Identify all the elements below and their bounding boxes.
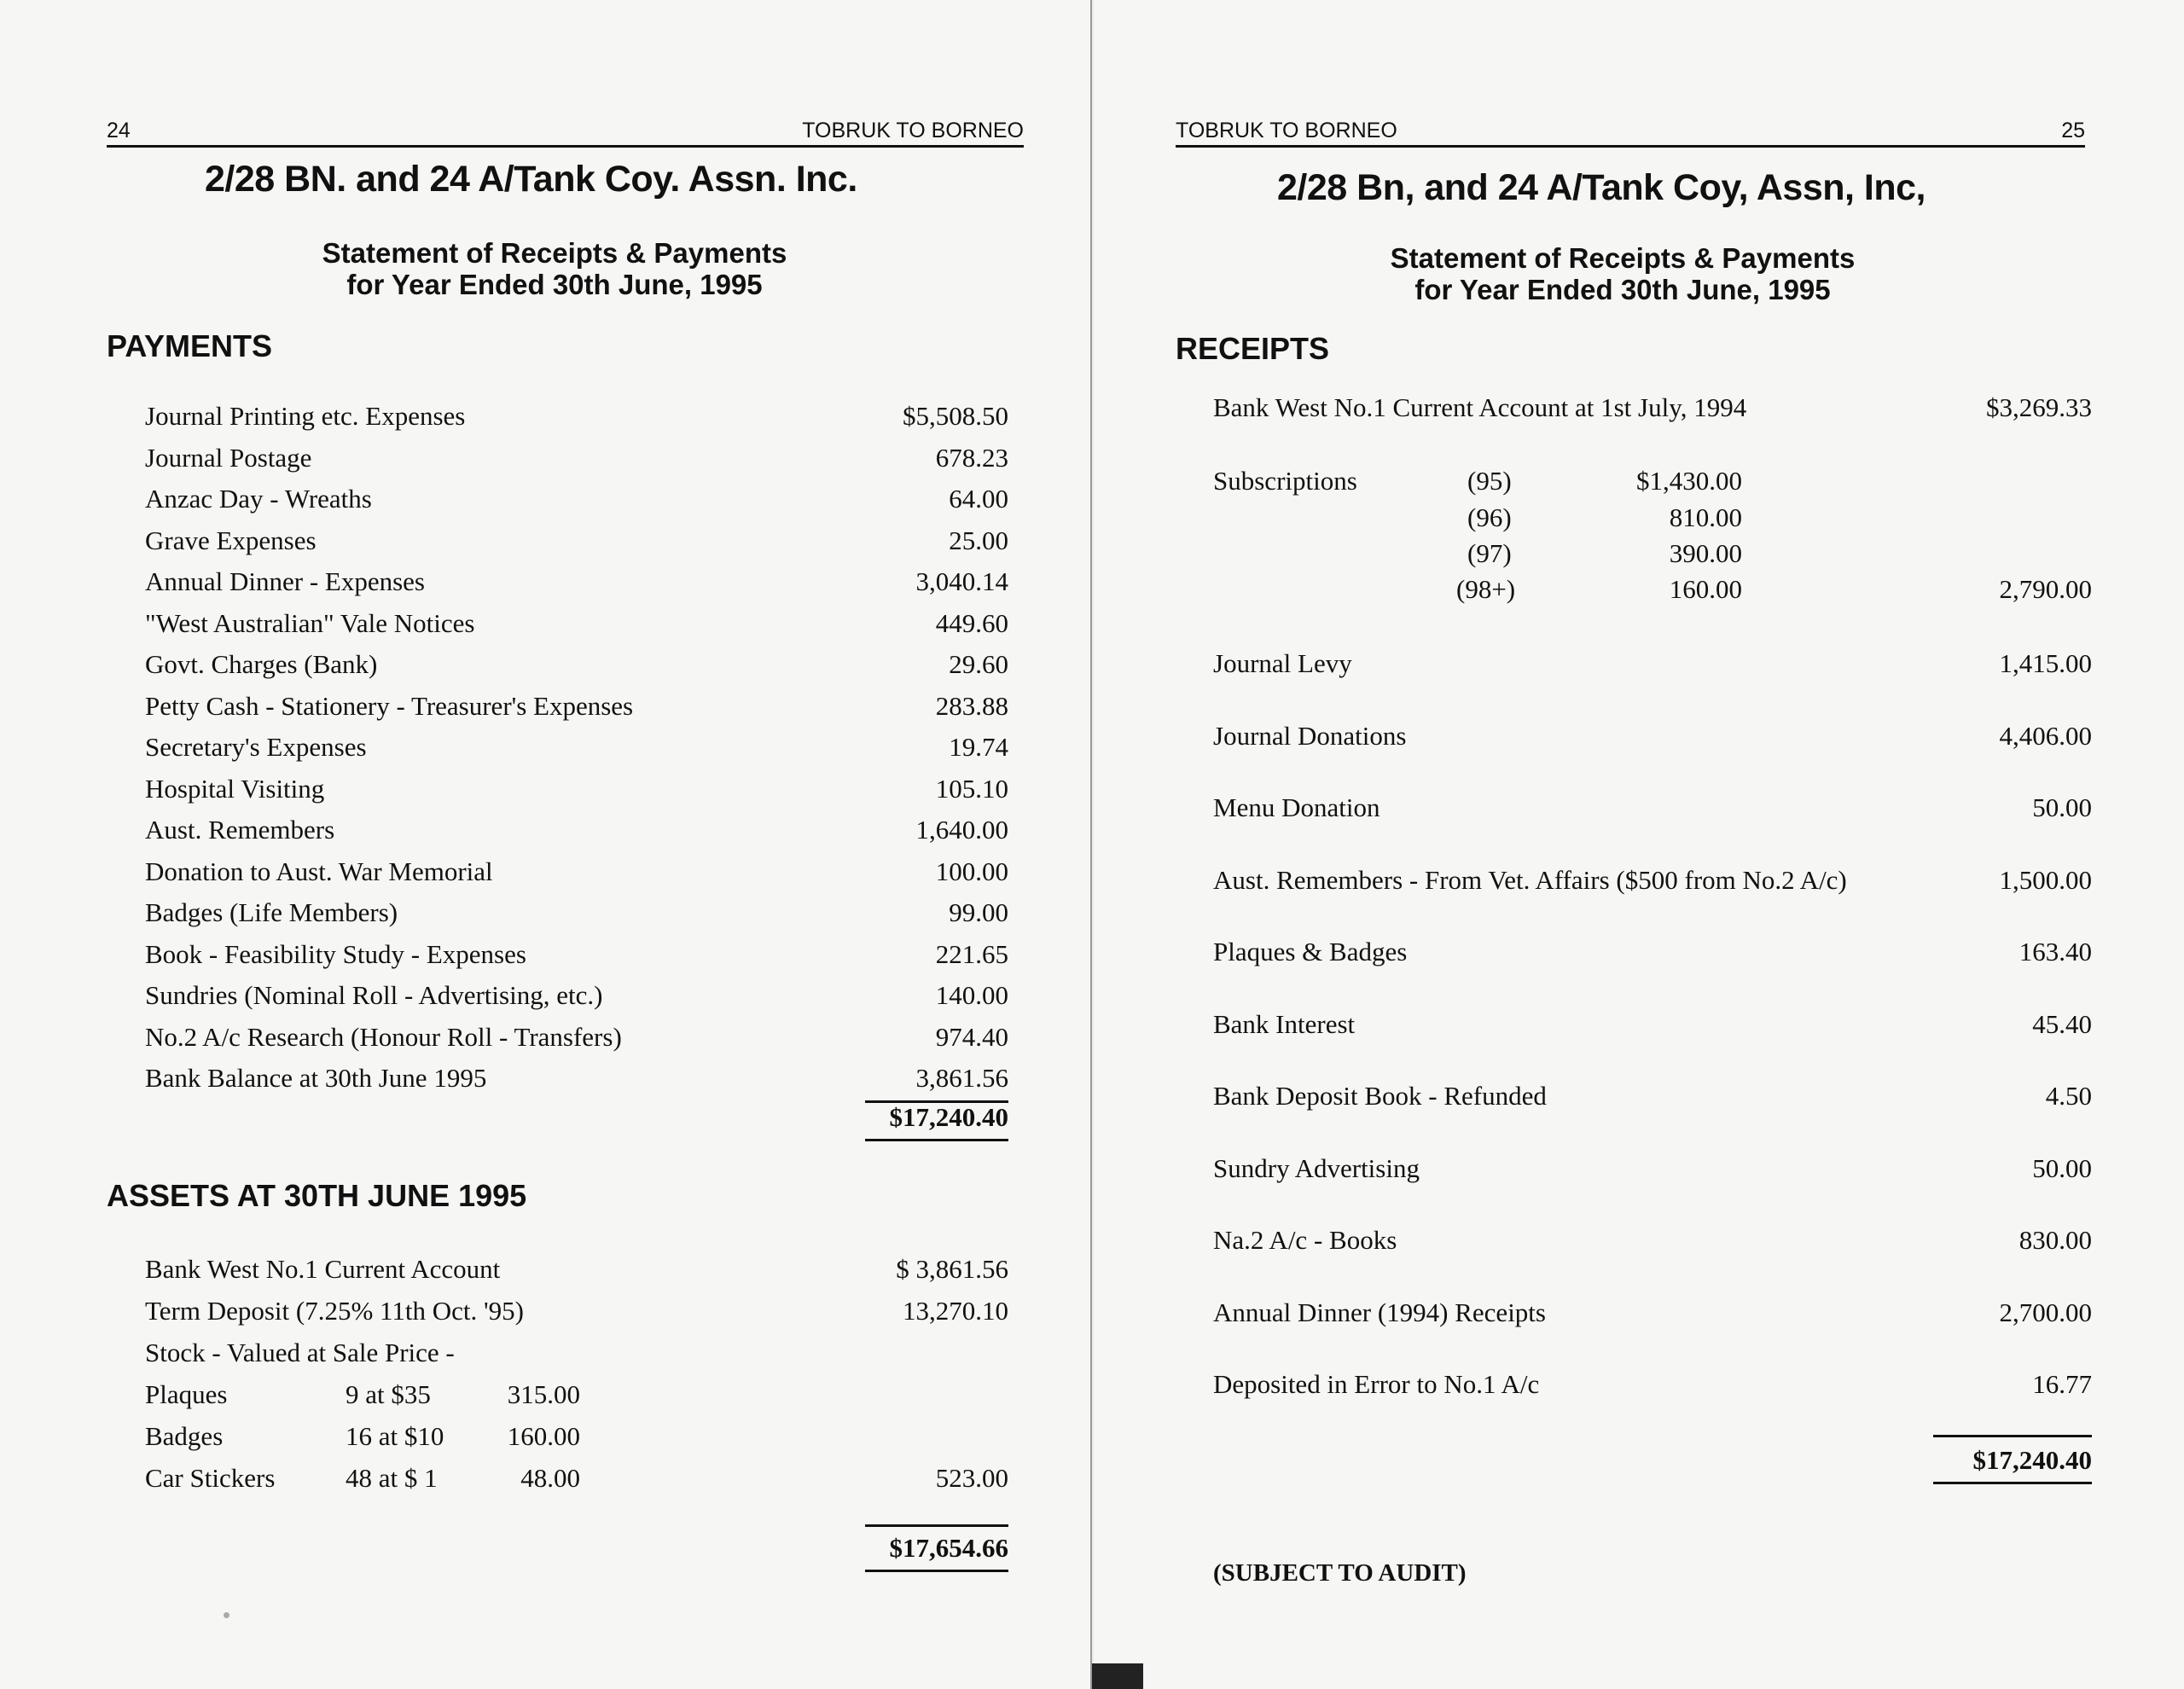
asset-subtotal: 48.00 (520, 1463, 580, 1493)
payment-row (145, 566, 1008, 597)
payment-row (145, 980, 1008, 1011)
receipt-label: Aust. Remembers - From Vet. Affairs ($500 from No.2 A/c) (1213, 864, 1847, 895)
payment-row (145, 525, 1008, 556)
binding-shadow (1092, 1663, 1143, 1689)
payment-amount: 678.23 (935, 442, 1008, 473)
subscription-amount: 160.00 (1669, 574, 1742, 604)
receipt-row (1213, 1297, 2092, 1328)
payment-row (145, 1063, 1008, 1094)
payment-row (145, 443, 1008, 473)
payment-amount: $5,508.50 (903, 401, 1008, 431)
payment-row (145, 774, 1008, 804)
asset-row (145, 1421, 1008, 1452)
audit-note: (SUBJECT TO AUDIT) (1213, 1559, 1467, 1587)
receipts-total-rule-bottom (1933, 1482, 2092, 1484)
receipt-row (1213, 865, 2092, 896)
receipt-amount: 1,500.00 (1999, 864, 2092, 895)
running-header (107, 118, 1024, 148)
payment-label: Sundries (Nominal Roll - Advertising, etc.) (145, 980, 603, 1010)
payment-label: No.2 A/c Research (Honour Roll - Transfers) (145, 1021, 622, 1052)
asset-amount: $ 3,861.56 (896, 1254, 1008, 1284)
running-title: TOBRUK TO BORNEO (802, 119, 1024, 142)
payment-row (145, 897, 1008, 928)
payments-total-rule-bottom (865, 1139, 1008, 1141)
right-page (1094, 0, 2184, 1689)
receipt-label: Annual Dinner (1994) Receipts (1213, 1297, 1546, 1327)
payment-amount: 25.00 (949, 525, 1008, 555)
payment-row (145, 939, 1008, 970)
payment-label: Badges (Life Members) (145, 897, 398, 927)
running-header (1176, 118, 2085, 148)
payment-amount: 105.10 (935, 773, 1008, 804)
receipt-row (1213, 1081, 2092, 1111)
payment-row (145, 1022, 1008, 1053)
payment-row (145, 484, 1008, 514)
asset-quantity: 16 at $10 (346, 1421, 444, 1451)
subscription-year: (98+) (1456, 574, 1516, 604)
payment-label: Book - Feasibility Study - Expenses (145, 938, 526, 969)
payment-label: "West Australian" Vale Notices (145, 607, 475, 638)
receipt-row (1213, 1369, 2092, 1400)
subscription-amount: 390.00 (1669, 538, 1742, 568)
payment-amount: 140.00 (935, 980, 1008, 1010)
opening-balance-label: Bank West No.1 Current Account at 1st July, 1994 (1213, 392, 1747, 422)
payment-amount: 3,861.56 (915, 1063, 1008, 1093)
receipt-row (1213, 1009, 2092, 1040)
page-number: 24 (107, 119, 131, 142)
payment-label: Hospital Visiting (145, 773, 325, 804)
page-title: 2/28 Bn, and 24 A/Tank Coy, Assn, Inc, (1277, 167, 1926, 208)
asset-label: Bank West No.1 Current Account (145, 1254, 501, 1284)
payment-label: Bank Balance at 30th June 1995 (145, 1063, 487, 1093)
asset-label: Term Deposit (7.25% 11th Oct. '95) (145, 1296, 524, 1326)
asset-amount: 13,270.10 (903, 1296, 1008, 1326)
page-title: 2/28 BN. and 24 A/Tank Coy. Assn. Inc. (205, 159, 857, 200)
asset-row (145, 1254, 1008, 1285)
payment-label: Petty Cash - Stationery - Treasurer's Expenses (145, 690, 634, 721)
receipt-amount: 4,406.00 (1999, 720, 2092, 751)
assets-total: $17,654.66 (889, 1533, 1008, 1563)
receipts-heading: RECEIPTS (1176, 331, 1330, 366)
asset-quantity: 48 at $ 1 (346, 1463, 438, 1493)
receipt-row (1213, 937, 2092, 967)
payment-label: Anzac Day - Wreaths (145, 484, 372, 514)
asset-label: Car Stickers (145, 1463, 276, 1493)
payment-label: Annual Dinner - Expenses (145, 566, 425, 596)
receipt-row (1213, 1153, 2092, 1184)
receipt-amount: 4.50 (2045, 1081, 2092, 1111)
receipt-row (1213, 648, 2092, 679)
assets-total-rule-bottom (865, 1570, 1008, 1572)
asset-subtotal: 160.00 (507, 1421, 580, 1451)
subscription-amount: $1,430.00 (1636, 466, 1742, 496)
receipt-label: Bank Deposit Book - Refunded (1213, 1081, 1547, 1111)
print-speck (224, 1612, 229, 1618)
payments-total: $17,240.40 (889, 1102, 1008, 1132)
payment-row (145, 815, 1008, 845)
receipt-amount: 830.00 (2018, 1225, 2092, 1255)
subscriptions-total: 2,790.00 (1999, 574, 2092, 604)
receipts-total: $17,240.40 (1972, 1445, 2092, 1475)
asset-amount: 523.00 (935, 1463, 1008, 1493)
asset-label: Plaques (145, 1379, 228, 1409)
receipt-amount: 45.40 (2032, 1008, 2092, 1039)
payment-label: Secretary's Expenses (145, 732, 367, 762)
payment-label: Grave Expenses (145, 525, 317, 555)
statement-subtitle (256, 237, 853, 300)
payment-row (145, 856, 1008, 887)
receipt-amount: 163.40 (2018, 937, 2092, 966)
running-title: TOBRUK TO BORNEO (1176, 119, 1397, 142)
payment-amount: 29.60 (949, 649, 1008, 679)
receipt-amount: 50.00 (2032, 792, 2092, 822)
payment-label: Govt. Charges (Bank) (145, 649, 378, 679)
subtitle-line-1: Statement of Receipts & Payments (1390, 242, 1856, 274)
payment-amount: 221.65 (935, 938, 1008, 969)
receipt-label: Plaques & Badges (1213, 937, 1408, 966)
payment-amount: 64.00 (949, 484, 1008, 514)
payment-amount: 19.74 (949, 732, 1008, 762)
receipt-amount: 16.77 (2032, 1369, 2092, 1399)
payment-label: Donation to Aust. War Memorial (145, 856, 493, 886)
asset-subtotal: 315.00 (507, 1379, 580, 1409)
receipt-label: Journal Levy (1213, 648, 1352, 678)
statement-subtitle (1316, 242, 1930, 305)
subtitle-line-1: Statement of Receipts & Payments (322, 237, 787, 269)
payment-amount: 3,040.14 (915, 566, 1008, 596)
receipt-label: Sundry Advertising (1213, 1152, 1420, 1183)
receipt-label: Deposited in Error to No.1 A/c (1213, 1369, 1540, 1399)
payment-amount: 449.60 (935, 607, 1008, 638)
payment-row (145, 691, 1008, 722)
payment-amount: 99.00 (949, 897, 1008, 927)
subscription-year: (95) (1467, 466, 1512, 496)
receipt-label: Na.2 A/c - Books (1213, 1225, 1397, 1255)
assets-total-rule-top (865, 1524, 1008, 1527)
receipt-row (1213, 792, 2092, 823)
receipt-row (1213, 721, 2092, 752)
opening-balance-row (1213, 392, 2092, 423)
payment-amount: 100.00 (935, 856, 1008, 886)
receipt-amount: 2,700.00 (1999, 1297, 2092, 1327)
asset-row (145, 1379, 1008, 1410)
page-number: 25 (2061, 119, 2085, 142)
payment-row (145, 608, 1008, 639)
payment-amount: 974.40 (935, 1021, 1008, 1052)
asset-row (145, 1463, 1008, 1494)
opening-balance-amount: $3,269.33 (1986, 392, 2092, 422)
asset-row (145, 1296, 1008, 1326)
receipts-total-rule-top (1933, 1435, 2092, 1437)
receipt-label: Menu Donation (1213, 792, 1380, 822)
payment-label: Journal Postage (145, 442, 312, 473)
payment-amount: 283.88 (935, 690, 1008, 721)
asset-label: Stock - Valued at Sale Price - (145, 1338, 455, 1367)
payments-heading: PAYMENTS (107, 328, 273, 363)
payment-label: Aust. Remembers (145, 815, 335, 844)
subscription-amount: 810.00 (1669, 502, 1742, 532)
receipt-label: Journal Donations (1213, 720, 1407, 751)
subtitle-line-2: for Year Ended 30th June, 1995 (1414, 274, 1831, 305)
payment-row (145, 649, 1008, 680)
payment-row (145, 732, 1008, 763)
subscriptions-label: Subscriptions (1213, 466, 1357, 496)
receipt-row (1213, 1225, 2092, 1256)
asset-quantity: 9 at $35 (346, 1379, 431, 1409)
asset-row (145, 1338, 1008, 1368)
receipt-amount: 1,415.00 (1999, 648, 2092, 678)
subtitle-line-2: for Year Ended 30th June, 1995 (346, 269, 763, 300)
subscription-year: (97) (1467, 538, 1512, 568)
asset-label: Badges (145, 1421, 224, 1451)
subscription-year: (96) (1467, 502, 1512, 532)
receipt-amount: 50.00 (2032, 1152, 2092, 1183)
assets-heading: ASSETS AT 30TH JUNE 1995 (107, 1178, 527, 1213)
payment-label: Journal Printing etc. Expenses (145, 401, 466, 431)
receipt-label: Bank Interest (1213, 1008, 1356, 1039)
payment-row (145, 401, 1008, 432)
payment-amount: 1,640.00 (915, 815, 1008, 844)
bleed-through-texture (1623, 154, 2135, 1561)
